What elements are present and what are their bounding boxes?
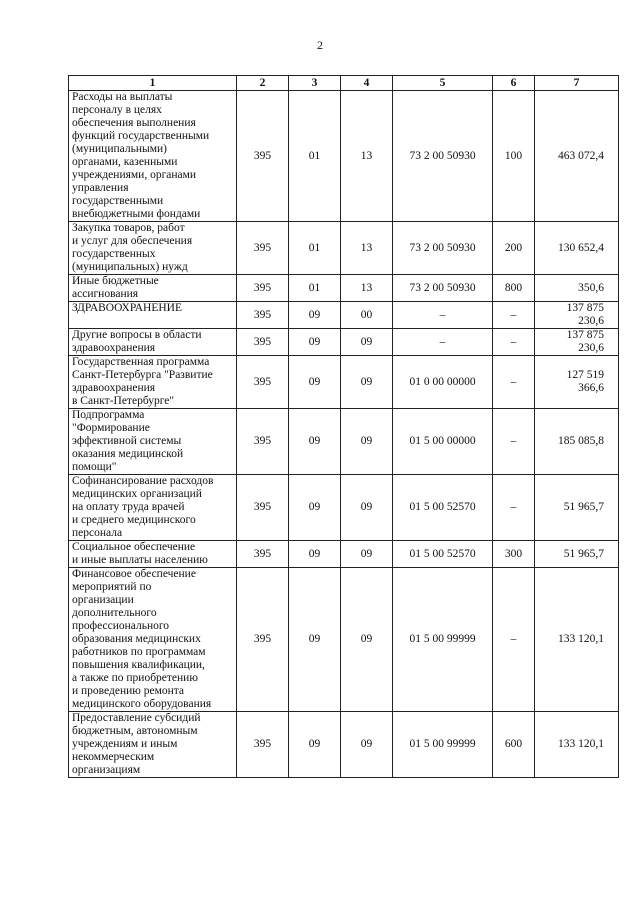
row-code-section: 09: [289, 541, 341, 568]
row-code-admin: 395: [237, 222, 289, 275]
table-row: [69, 568, 619, 712]
row-amount: 51 965,7: [535, 541, 619, 568]
row-code-expense-type: 200: [493, 222, 535, 275]
page-number: 2: [317, 38, 323, 52]
column-header: 7: [535, 76, 619, 91]
row-code-subsection: 09: [341, 568, 393, 712]
row-code-target: 73 2 00 50930: [393, 91, 493, 222]
column-header: 1: [69, 76, 237, 91]
row-code-admin: 395: [237, 91, 289, 222]
table-row: [69, 91, 619, 222]
row-code-subsection: 13: [341, 91, 393, 222]
row-code-section: 01: [289, 91, 341, 222]
table-row: [69, 712, 619, 778]
row-code-admin: 395: [237, 302, 289, 329]
row-code-expense-type: –: [493, 329, 535, 356]
row-name: Государственная программа Санкт-Петербурга "Развитие здравоохранения в Санкт-Петербурге": [69, 356, 237, 409]
row-name: Социальное обеспечение и иные выплаты населению: [69, 541, 237, 568]
row-code-admin: 395: [237, 568, 289, 712]
row-code-section: 09: [289, 356, 341, 409]
row-code-admin: 395: [237, 356, 289, 409]
row-code-section: 01: [289, 275, 341, 302]
row-name: Предоставление субсидий бюджетным, автономным учреждениям и иным некоммерческим организациям: [69, 712, 237, 778]
row-code-admin: 395: [237, 475, 289, 541]
row-amount: 133 120,1: [535, 712, 619, 778]
row-name: Иные бюджетные ассигнования: [69, 275, 237, 302]
row-code-section: 09: [289, 712, 341, 778]
row-code-expense-type: 800: [493, 275, 535, 302]
table-row: [69, 222, 619, 275]
row-amount: 127 519 366,6: [535, 356, 619, 409]
column-header: 6: [493, 76, 535, 91]
table-row: [69, 356, 619, 409]
row-code-admin: 395: [237, 541, 289, 568]
row-name: Софинансирование расходов медицинских организаций на оплату труда врачей и среднего медицинского персонала: [69, 475, 237, 541]
row-code-expense-type: 100: [493, 91, 535, 222]
row-code-subsection: 00: [341, 302, 393, 329]
row-name: ЗДРАВООХРАНЕНИЕ: [69, 302, 237, 329]
column-header: 4: [341, 76, 393, 91]
row-code-expense-type: –: [493, 356, 535, 409]
row-code-target: 01 5 00 52570: [393, 475, 493, 541]
row-code-section: 09: [289, 475, 341, 541]
row-code-subsection: 09: [341, 475, 393, 541]
row-amount: 350,6: [535, 275, 619, 302]
row-name: Финансовое обеспечение мероприятий по организации дополнительного профессионального образования медицинских работников по программам повышения квалификации, а также по приобретению и проведению ремонта медицинского оборудования: [69, 568, 237, 712]
row-amount: 133 120,1: [535, 568, 619, 712]
row-code-target: 01 5 00 99999: [393, 712, 493, 778]
row-code-subsection: 13: [341, 222, 393, 275]
row-code-target: 01 5 00 00000: [393, 409, 493, 475]
row-code-subsection: 09: [341, 541, 393, 568]
row-code-expense-type: –: [493, 302, 535, 329]
budget-table: [68, 75, 619, 778]
table-row: [69, 275, 619, 302]
row-code-target: 73 2 00 50930: [393, 222, 493, 275]
table-row: [69, 302, 619, 329]
row-code-section: 09: [289, 329, 341, 356]
table-row: [69, 329, 619, 356]
table-row: [69, 409, 619, 475]
row-code-expense-type: –: [493, 409, 535, 475]
row-code-admin: 395: [237, 275, 289, 302]
row-name: Закупка товаров, работ и услуг для обеспечения государственных (муниципальных) нужд: [69, 222, 237, 275]
row-code-target: –: [393, 302, 493, 329]
row-code-section: 09: [289, 568, 341, 712]
row-amount: 137 875 230,6: [535, 329, 619, 356]
row-code-section: 09: [289, 409, 341, 475]
row-code-expense-type: –: [493, 568, 535, 712]
row-code-subsection: 09: [341, 409, 393, 475]
row-code-admin: 395: [237, 712, 289, 778]
row-amount: 185 085,8: [535, 409, 619, 475]
row-code-section: 09: [289, 302, 341, 329]
row-code-subsection: 09: [341, 356, 393, 409]
row-code-target: 01 5 00 99999: [393, 568, 493, 712]
row-code-expense-type: 600: [493, 712, 535, 778]
column-header: 5: [393, 76, 493, 91]
column-header: 3: [289, 76, 341, 91]
table-row: [69, 541, 619, 568]
row-code-expense-type: 300: [493, 541, 535, 568]
row-amount: 130 652,4: [535, 222, 619, 275]
row-amount: 51 965,7: [535, 475, 619, 541]
row-code-subsection: 09: [341, 329, 393, 356]
row-code-section: 01: [289, 222, 341, 275]
row-code-subsection: 09: [341, 712, 393, 778]
row-name: Расходы на выплаты персоналу в целях обеспечения выполнения функций государственными (муниципальными) органами, казенными учреждениями, органами управления государственными внебюджетными фондами: [69, 91, 237, 222]
column-header: 2: [237, 76, 289, 91]
row-code-subsection: 13: [341, 275, 393, 302]
row-name: Другие вопросы в области здравоохранения: [69, 329, 237, 356]
row-code-target: 01 5 00 52570: [393, 541, 493, 568]
row-code-admin: 395: [237, 409, 289, 475]
row-code-target: 01 0 00 00000: [393, 356, 493, 409]
row-amount: 137 875 230,6: [535, 302, 619, 329]
row-code-target: 73 2 00 50930: [393, 275, 493, 302]
row-code-target: –: [393, 329, 493, 356]
table-row: [69, 475, 619, 541]
table-header-row: [69, 76, 619, 91]
row-name: Подпрограмма "Формирование эффективной системы оказания медицинской помощи": [69, 409, 237, 475]
row-code-expense-type: –: [493, 475, 535, 541]
row-code-admin: 395: [237, 329, 289, 356]
row-amount: 463 072,4: [535, 91, 619, 222]
